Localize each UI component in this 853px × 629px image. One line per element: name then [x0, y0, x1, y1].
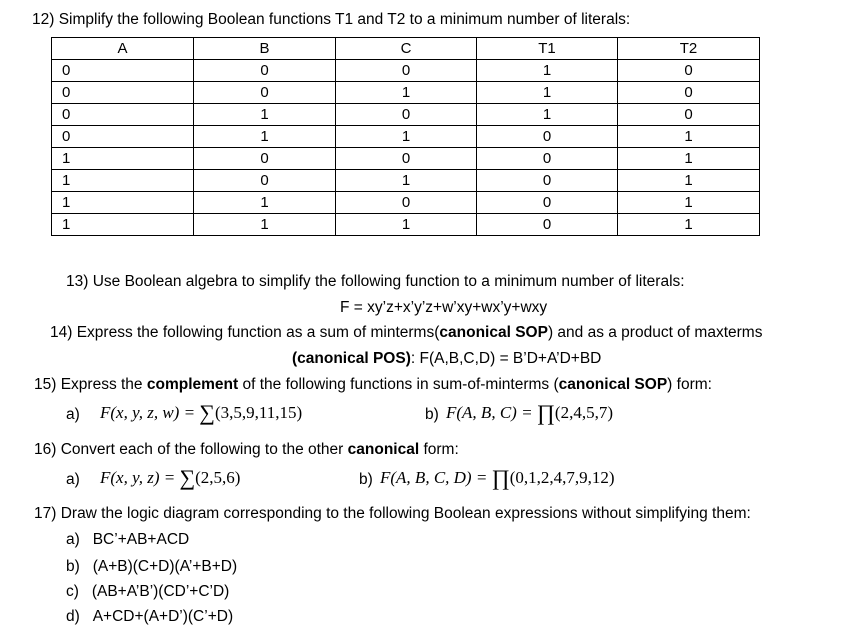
table-cell: 1: [52, 192, 194, 214]
q17-item-label: d): [66, 608, 80, 625]
header-cell: B: [194, 38, 336, 60]
q16-bold: canonical: [347, 441, 420, 458]
q15b-label: b): [425, 406, 439, 423]
product-symbol: ∏: [491, 465, 510, 490]
q17-text: 17) Draw the logic diagram corresponding to the following Boolean expressions without simplifying them:: [34, 505, 751, 522]
table-row: [52, 126, 760, 148]
table-cell: 0: [194, 82, 336, 104]
q16a-equation: [100, 465, 241, 490]
q14-line1-pre: 14) Express the following function as a sum of minterms(: [50, 324, 440, 341]
q15a-equation: [100, 400, 303, 425]
q16-pre: 16) Convert each of the following to the other: [34, 441, 348, 458]
table-cell: 1: [336, 214, 477, 236]
table-cell: 1: [618, 192, 760, 214]
header-cell: A: [52, 38, 194, 60]
q15-mid: of the following functions in sum-of-minterms (: [238, 376, 559, 393]
table-row: [52, 214, 760, 236]
q15-post: ) form:: [667, 376, 712, 393]
q13-function: F = xy’z+x’y’z+w’xy+wx’y+wxy: [340, 299, 548, 316]
q16b-lhs: F(A, B, C, D) =: [380, 468, 492, 487]
q16-text: [34, 440, 459, 460]
table-cell: 0: [52, 104, 194, 126]
q15b-equation: [446, 400, 613, 425]
table-cell: 1: [194, 104, 336, 126]
table-cell: 1: [52, 214, 194, 236]
table-cell: 1: [477, 60, 618, 82]
q14-line2-bold: (canonical POS): [292, 350, 411, 367]
table-cell: 1: [52, 148, 194, 170]
q15-bold2: canonical SOP: [558, 376, 668, 393]
q16a-terms: (2,5,6): [195, 468, 241, 487]
header-cell: T1: [477, 38, 618, 60]
table-cell: 0: [52, 126, 194, 148]
table-row: [52, 82, 760, 104]
q15b-terms: (2,4,5,7): [554, 403, 613, 422]
header-cell: T2: [618, 38, 760, 60]
q17-item-expr: (A+B)(C+D)(A’+B+D): [92, 558, 238, 575]
q16b-equation: [380, 465, 615, 490]
table-cell: 1: [194, 192, 336, 214]
q17-item-label: b): [66, 558, 80, 575]
q17-item: [66, 530, 189, 550]
table-cell: 0: [477, 148, 618, 170]
q14-line1-bold: canonical SOP: [439, 324, 548, 341]
table-cell: 0: [194, 170, 336, 192]
q12-title: 12) Simplify the following Boolean functions T1 and T2 to a minimum number of literals:: [32, 11, 631, 28]
table-cell: 1: [477, 104, 618, 126]
q16a-label: a): [66, 471, 80, 488]
table-cell: 1: [336, 170, 477, 192]
q17-item-label: a): [66, 531, 80, 548]
table-row: [52, 170, 760, 192]
table-cell: 0: [194, 148, 336, 170]
table-cell: 0: [52, 60, 194, 82]
table-cell: 0: [336, 148, 477, 170]
table-row: [52, 104, 760, 126]
table-cell: 1: [477, 82, 618, 104]
table-cell: 0: [477, 170, 618, 192]
q16a-lhs: F(x, y, z) =: [100, 468, 180, 487]
table-cell: 0: [618, 60, 760, 82]
table-cell: 1: [618, 214, 760, 236]
q17-item: [66, 607, 233, 627]
table-row: [52, 60, 760, 82]
q15-bold1: complement: [146, 376, 239, 393]
table-cell: 1: [194, 214, 336, 236]
table-cell: 0: [194, 60, 336, 82]
table-cell: 1: [618, 170, 760, 192]
q15a-label: a): [66, 406, 80, 423]
table-cell: 0: [336, 192, 477, 214]
q15-pre: 15) Express the: [34, 376, 147, 393]
table-cell: 0: [477, 126, 618, 148]
table-cell: 0: [477, 214, 618, 236]
q17-item: [66, 557, 237, 577]
q13-text: 13) Use Boolean algebra to simplify the following function to a minimum number of literals:: [66, 273, 685, 290]
table-cell: 1: [618, 148, 760, 170]
product-symbol: ∏: [536, 400, 555, 425]
q14-line1-post: ) and as a product of maxterms: [547, 324, 763, 341]
q17-item: [66, 582, 229, 602]
header-cell: C: [336, 38, 477, 60]
table-cell: 1: [336, 82, 477, 104]
q17-item-expr: A+CD+(A+D’)(C’+D): [92, 608, 234, 625]
table-cell: 0: [618, 82, 760, 104]
table-cell: 1: [618, 126, 760, 148]
q14-line1: [50, 323, 762, 343]
q17-item-expr: BC’+AB+ACD: [92, 531, 190, 548]
q14-line2-post: : F(A,B,C,D) = B’D+A’D+BD: [410, 350, 602, 367]
q15a-terms: (3,5,9,11,15): [214, 403, 303, 422]
table-cell: 0: [477, 192, 618, 214]
q17-item-label: c): [66, 583, 79, 600]
q14-line2: [292, 349, 601, 369]
q16b-label: b): [359, 471, 373, 488]
table-cell: 0: [52, 82, 194, 104]
q15-text: [34, 375, 712, 395]
sum-symbol: ∑: [179, 465, 196, 490]
table-cell: 0: [336, 104, 477, 126]
q15b-lhs: F(A, B, C) =: [446, 403, 537, 422]
table-cell: 0: [336, 60, 477, 82]
q17-item-expr: (AB+A’B’)(CD’+C’D): [91, 583, 230, 600]
q16b-terms: (0,1,2,4,7,9,12): [509, 468, 615, 487]
table-cell: 1: [194, 126, 336, 148]
q16-post: form:: [419, 441, 459, 458]
table-row: [52, 148, 760, 170]
q15a-lhs: F(x, y, z, w) =: [100, 403, 200, 422]
truth-table: [51, 37, 760, 236]
table-row: [52, 192, 760, 214]
table-cell: 1: [336, 126, 477, 148]
sum-symbol: ∑: [199, 400, 215, 425]
table-header-row: [52, 38, 760, 60]
table-cell: 0: [618, 104, 760, 126]
table-cell: 1: [52, 170, 194, 192]
